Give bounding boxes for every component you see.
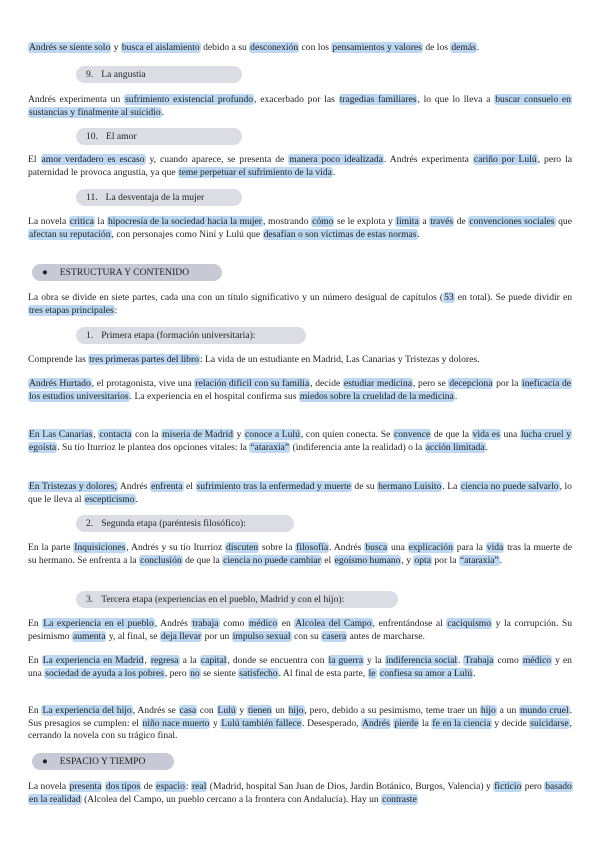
highlighted-text: Andrés se siente solo <box>29 42 111 53</box>
text-run: de que la <box>431 429 472 440</box>
highlighted-text: caciquismo <box>447 618 492 629</box>
text-run: con su <box>291 630 322 642</box>
text-run: . Sus presagios se cumplen: el <box>28 705 573 729</box>
text-run: por un <box>202 630 232 642</box>
highlighted-text: mundo cruel <box>520 705 569 716</box>
highlighted-text: Andrés Hurtado <box>29 378 91 389</box>
text-run: . <box>135 493 138 505</box>
text-run: , con quien conecta. Se <box>300 429 393 440</box>
highlighted-text: filosofía <box>296 542 329 553</box>
text-run: . <box>454 390 458 402</box>
highlighted-text: no <box>190 667 200 679</box>
highlighted-text: tienen <box>247 705 272 716</box>
body-paragraph <box>28 705 572 743</box>
highlighted-text: desconexión <box>250 42 299 53</box>
text-run: pero <box>522 781 545 792</box>
highlighted-text: desafían o son víctimas de estas normas <box>263 228 417 240</box>
highlighted-text: casa <box>179 705 197 716</box>
text-run: , y <box>401 554 414 566</box>
highlighted-text: amor verdadero es escaso <box>41 154 145 165</box>
text-run: a la <box>179 655 200 666</box>
subsection-title: Tercera etapa (experiencias en el pueblo, Madrid y con el hijo): <box>101 594 345 605</box>
highlighted-text: ciencia no puede cambiar <box>223 554 321 566</box>
text-run: se siente <box>200 667 239 679</box>
text-run: a <box>419 216 430 227</box>
highlighted-text: egoísmo humano <box>334 554 401 566</box>
text-run: . <box>476 42 480 53</box>
highlighted-text: contraste <box>382 793 417 805</box>
text-run: . La experiencia en el hospital confirma sus <box>129 390 299 402</box>
text-run: . <box>458 655 464 666</box>
text-run: , enfrentándose al <box>372 618 447 629</box>
text-run: a un <box>496 705 520 716</box>
text-run: en total). Se puede dividir en <box>454 292 572 303</box>
subsection-heading <box>76 128 242 145</box>
body-paragraph <box>28 542 572 567</box>
text-run: y en una <box>28 655 572 679</box>
text-run: la <box>419 717 432 729</box>
body-paragraph <box>28 429 572 454</box>
subsection-title: La angustia <box>101 69 146 80</box>
subsection-number: 1. <box>86 330 94 341</box>
highlighted-text: tragedias familiares <box>339 94 417 105</box>
text-run: : <box>114 304 118 316</box>
body-paragraph <box>28 154 572 179</box>
highlighted-text: lucha cruel y egoísta <box>29 429 571 453</box>
highlighted-text: Lulú <box>217 705 236 716</box>
text-run: , Andrés se <box>132 705 179 716</box>
highlighted-text: discuten <box>226 542 259 553</box>
subsection-title: Segunda etapa (paréntesis filosófico): <box>101 518 246 529</box>
text-run: el <box>183 481 196 492</box>
text-run: , el protagonista, vive una <box>91 378 195 389</box>
subsection-heading <box>76 66 242 83</box>
highlighted-text: pensamientos y valores <box>332 42 422 53</box>
highlighted-text: regresa <box>150 655 179 666</box>
text-run: y <box>236 705 247 716</box>
subsection-title: Primera etapa (formación universitaria): <box>101 330 256 341</box>
highlighted-text: En Las Canarias <box>29 429 93 440</box>
text-run: El <box>28 154 41 165</box>
highlighted-text: contacta <box>99 429 132 440</box>
text-run: se le explota y <box>334 216 396 227</box>
text-run: , lo que lo lleva a <box>417 94 495 105</box>
text-run: , donde se encuentra con <box>227 655 328 666</box>
body-paragraph <box>28 94 572 119</box>
text-run: el <box>321 554 334 566</box>
subsection-number: 10. <box>86 131 98 142</box>
highlighted-text: médico <box>522 655 552 666</box>
text-run: (Alcolea del Campo, un pueblo cercano a la frontera con Andalucía). Hay un <box>81 793 382 805</box>
highlighted-text: médico <box>248 618 278 629</box>
text-run: . <box>332 166 336 178</box>
highlighted-text: convence <box>393 429 431 440</box>
section-heading <box>32 753 174 770</box>
bullet-icon: ● <box>42 267 48 278</box>
highlighted-text: critica <box>69 216 94 227</box>
text-run: en <box>278 618 295 629</box>
text-run: por la <box>431 554 459 566</box>
text-run: como <box>494 655 522 666</box>
text-run: tras la muerte de su hermano. Se enfrenta a la <box>28 542 573 566</box>
text-run: . <box>161 106 165 118</box>
highlighted-text: tres primeras partes del libro <box>89 354 199 365</box>
highlighted-text: pierde <box>394 717 419 729</box>
highlighted-text: buscar consuelo en sustancias y finalmente al suicidio <box>29 94 571 118</box>
highlighted-text: teme perpetuar el sufrimiento de la vida <box>178 166 332 178</box>
text-run: de <box>141 781 156 792</box>
highlighted-text: presenta <box>69 781 102 792</box>
highlighted-text: Andrés <box>362 717 390 729</box>
highlighted-text: deja llevar <box>160 630 202 642</box>
highlighted-text: capital <box>200 655 227 666</box>
highlighted-text: hijo <box>288 705 304 716</box>
highlighted-text: busca <box>365 542 388 553</box>
highlighted-text: niño nace muerto <box>142 717 210 729</box>
highlighted-text: “ataraxia” <box>459 554 499 566</box>
text-run: y la corrupción. Su pesimismo <box>28 618 573 642</box>
highlighted-text: relación difícil con su familia <box>195 378 310 389</box>
highlighted-text: le <box>368 667 376 679</box>
text-run: . Al final de esta parte, <box>278 667 368 679</box>
highlighted-text: convenciones sociales <box>469 216 555 227</box>
text-run: debido a su <box>200 42 250 53</box>
text-run: . Su tío Iturrioz le plantea dos opciones vitales: la <box>57 441 250 453</box>
highlighted-text: través <box>430 216 454 227</box>
body-paragraph <box>28 781 572 806</box>
highlighted-text: aumenta <box>72 630 106 642</box>
subsection-heading <box>76 327 306 344</box>
text-run: de <box>454 216 469 227</box>
text-run: En <box>28 705 42 716</box>
text-run: como <box>219 618 248 629</box>
body-paragraph <box>28 292 572 317</box>
highlighted-text: espacio <box>156 781 185 792</box>
subsection-title: El amor <box>106 131 137 142</box>
text-run: . Andrés experimenta <box>383 154 473 165</box>
highlighted-text: demás <box>451 42 476 53</box>
body-paragraph <box>28 481 572 506</box>
text-run: de que la <box>182 554 223 566</box>
text-run: y la <box>364 655 385 666</box>
subsection-title: La desventaja de la mujer <box>105 192 205 203</box>
highlighted-text: trabaja <box>192 618 219 629</box>
highlighted-text: miedos sobre la crueldad de la medicina <box>299 390 454 402</box>
highlighted-text: Trabaja <box>464 655 494 666</box>
text-run: una <box>388 542 408 553</box>
body-paragraph <box>28 216 572 241</box>
text-run: . <box>499 554 503 566</box>
highlighted-text: miseria de Madrid <box>162 429 233 440</box>
text-run: y, cuando aparece, se presenta de <box>145 154 289 165</box>
highlighted-text: la guerra <box>328 655 363 666</box>
highlighted-text: impulso sexual <box>232 630 291 642</box>
text-run: En la parte <box>28 542 74 553</box>
text-run: . Andrés <box>329 542 365 553</box>
text-run: , decide <box>310 378 343 389</box>
text-run: de los <box>422 42 451 53</box>
highlighted-text: manera poco idealizada <box>289 154 383 165</box>
text-run: que <box>555 216 572 227</box>
text-run: de su <box>351 481 378 492</box>
text-run: con los <box>299 42 332 53</box>
text-run: : <box>185 781 191 792</box>
text-run: , con personajes como Niní y Lulú que <box>111 228 263 240</box>
text-run: sobre la <box>259 542 296 553</box>
subsection-heading <box>76 591 398 608</box>
text-run: . <box>417 228 420 240</box>
text-run: con <box>197 705 217 716</box>
body-paragraph <box>28 378 572 403</box>
highlighted-text: ciencia no puede salvarlo <box>460 481 559 492</box>
text-run: , pero la paternidad le provoca angustia, ya que <box>28 154 572 178</box>
text-run: , mostrando <box>263 216 312 227</box>
highlighted-text: fe en la ciencia <box>432 717 491 729</box>
bullet-icon: ● <box>42 756 48 767</box>
text-run: Comprende las <box>28 354 89 365</box>
text-run: por la <box>493 378 522 389</box>
highlighted-text: satisfecho <box>239 667 278 679</box>
text-run: una <box>500 429 520 440</box>
highlighted-text: sufrimiento existencial profundo <box>125 94 254 105</box>
highlighted-text: Inquisiciones <box>74 542 126 553</box>
body-paragraph <box>28 618 572 643</box>
highlighted-text: casera <box>322 630 347 642</box>
highlighted-text: La experiencia en el pueblo <box>43 618 154 629</box>
highlighted-text: basado en la realidad <box>29 781 572 805</box>
text-run: antes de marcharse. <box>347 630 425 642</box>
highlighted-text: cómo <box>312 216 334 227</box>
highlighted-text: 53 <box>444 292 454 303</box>
text-run: , <box>144 655 150 666</box>
text-run: Andrés <box>117 481 151 492</box>
highlighted-text: vida <box>486 542 504 553</box>
text-run: para la <box>453 542 486 553</box>
text-run: Andrés experimenta un <box>28 94 125 105</box>
text-run: . La <box>442 481 460 492</box>
subsection-number: 3. <box>86 594 94 605</box>
body-paragraph <box>28 42 572 55</box>
highlighted-text: sufrimiento tras la enfermedad y muerte <box>196 481 351 492</box>
text-run: . <box>473 667 476 679</box>
text-run: la <box>94 216 107 227</box>
text-run: , Andrés y su tío Iturrioz <box>126 542 226 553</box>
highlighted-text: conoce a Lulú <box>245 429 300 440</box>
text-run: , Andrés <box>154 618 192 629</box>
highlighted-text: Alcolea del Campo <box>295 618 372 629</box>
text-run: (Madrid, hospital San Juan de Dios, Jardín Botánico, Burgos, Valencia) y <box>207 781 494 792</box>
highlighted-text: limita <box>396 216 419 227</box>
text-run: . <box>485 441 488 453</box>
highlighted-text: Lulú también fallece <box>221 717 302 729</box>
highlighted-text: indiferencia social <box>385 655 458 666</box>
highlighted-text: hermano Luisito <box>378 481 442 492</box>
text-run: En <box>28 655 42 666</box>
highlighted-text: ineficacia de los estudios universitarios <box>29 378 571 402</box>
text-run: y, al final, se <box>106 630 160 642</box>
highlighted-text: suicidarse <box>530 717 569 729</box>
text-run: . Desesperado, <box>302 717 362 729</box>
text-run: , lo que le lleva al <box>28 481 572 505</box>
body-paragraph <box>28 354 572 367</box>
highlighted-text: La experiencia del hijo <box>42 705 132 716</box>
highlighted-text: vida es <box>472 429 500 440</box>
subsection-heading <box>76 189 242 206</box>
highlighted-text: real <box>191 781 207 792</box>
text-run: y decide <box>491 717 530 729</box>
highlighted-text: En Tristezas y dolores, <box>29 481 117 492</box>
text-run: (indiferencia ante la realidad) o la <box>290 441 425 453</box>
section-heading <box>32 264 222 281</box>
section-title: ESTRUCTURA Y CONTENIDO <box>59 267 190 278</box>
highlighted-text: dos tipos <box>105 781 141 792</box>
highlighted-text: escepticismo <box>84 493 135 505</box>
highlighted-text: decepciona <box>449 378 493 389</box>
highlighted-text: “ataraxia” <box>250 441 290 453</box>
text-run: La novela <box>28 216 69 227</box>
text-run: , cerrando la novela con su trágico final. <box>28 717 573 742</box>
highlighted-text: confiesa su amor a Lulú <box>379 667 473 679</box>
highlighted-text: estudiar medicina <box>343 378 413 389</box>
text-run: , pero se <box>413 378 449 389</box>
highlighted-text: opta <box>414 554 431 566</box>
text-run: : La vida de un estudiante en Madrid, Las Canarias y Tristezas y dolores. <box>199 354 480 365</box>
subsection-number: 9. <box>86 69 94 80</box>
text-run: , <box>93 429 99 440</box>
highlighted-text: ficticio <box>494 781 522 792</box>
body-paragraph <box>28 655 572 680</box>
text-run: un <box>272 705 288 716</box>
text-run: La obra se divide en siete partes, cada una con un título significativo y un número desigual de capítulos ( <box>28 292 444 303</box>
text-run: y <box>233 429 245 440</box>
text-run: La novela <box>28 781 69 792</box>
highlighted-text: cariño por Lulú <box>473 154 537 165</box>
text-run: y <box>210 717 221 729</box>
subsection-heading <box>76 515 294 532</box>
highlighted-text: enfrenta <box>151 481 183 492</box>
text-run: , pero <box>164 667 190 679</box>
highlighted-text: tres etapas principales <box>29 304 114 316</box>
text-run: y <box>111 42 121 53</box>
subsection-number: 2. <box>86 518 94 529</box>
highlighted-text: La experiencia en Madrid <box>42 655 144 666</box>
text-run: En <box>28 618 43 629</box>
text-run: con la <box>132 429 162 440</box>
subsection-number: 11. <box>86 192 98 203</box>
section-title: ESPACIO Y TIEMPO <box>59 756 146 767</box>
highlighted-text: sociedad de ayuda a los pobres <box>45 667 164 679</box>
highlighted-text: busca el aislamiento <box>121 42 200 53</box>
highlighted-text: acción limitada <box>425 441 485 453</box>
highlighted-text: afectan su reputación <box>29 228 111 240</box>
highlighted-text: hipocresía de la sociedad hacia la mujer <box>107 216 263 227</box>
text-run: , pero, debido a su pesimismo, teme traer un <box>304 705 480 716</box>
highlighted-text: hijo <box>480 705 496 716</box>
text-run: , exacerbado por las <box>254 94 339 105</box>
highlighted-text: conclusión <box>140 554 182 566</box>
highlighted-text: explicación <box>408 542 453 553</box>
